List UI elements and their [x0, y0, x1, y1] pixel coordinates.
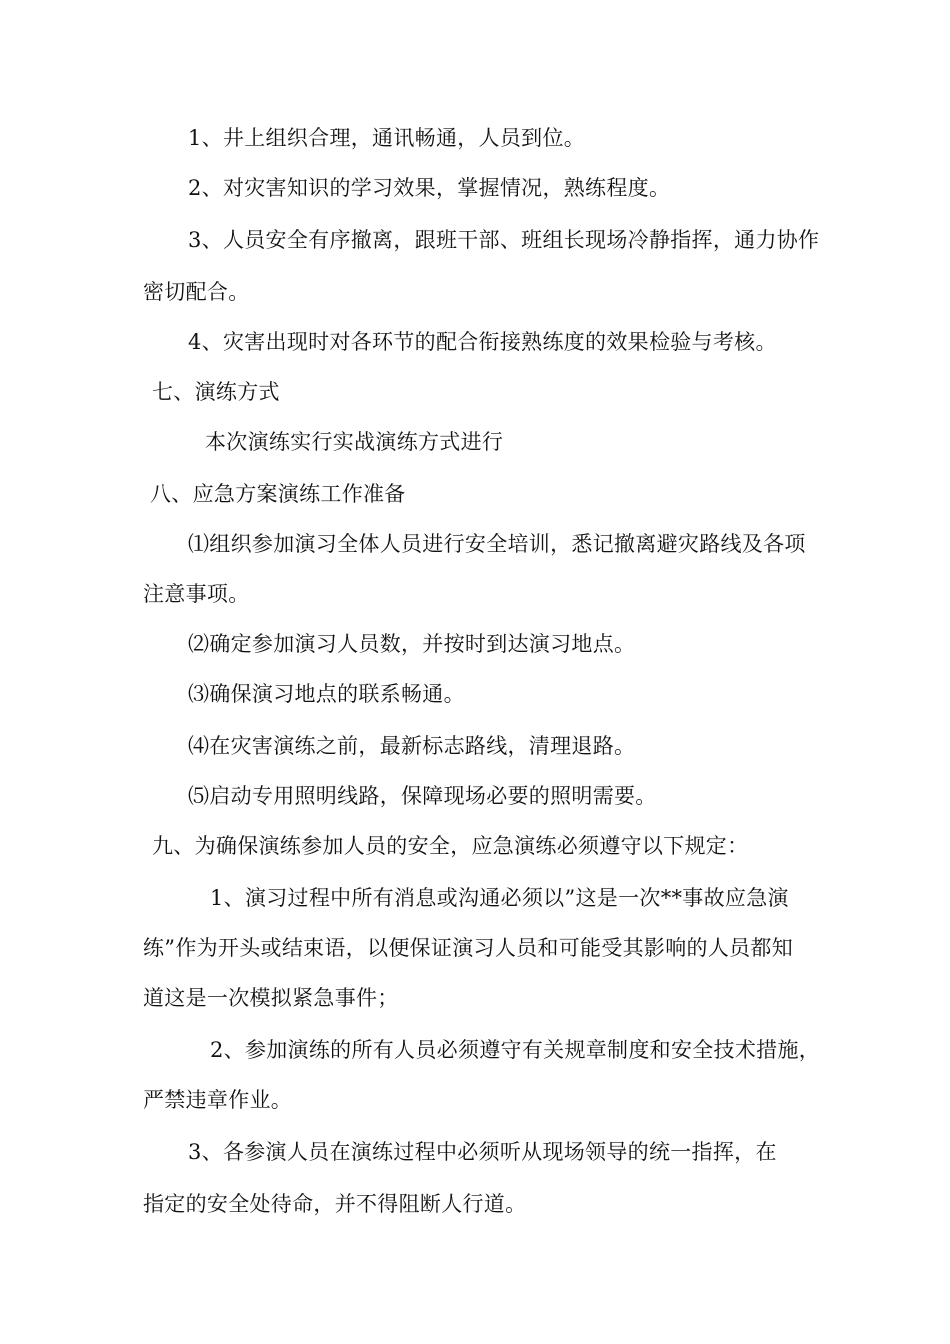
- text-line-17: 练”作为开头或结束语，以便保证演习人员和可能受其影响的人员都知: [143, 936, 794, 960]
- section-heading-8: 八、应急方案演练工作准备: [150, 482, 406, 506]
- text-line-7: 本次演练实行实战演练方式进行: [205, 430, 504, 454]
- text-line-3: 3、人员安全有序撤离，跟班干部、班组长现场冷静指挥，通力协作: [188, 228, 820, 252]
- text-line-2: 2、对灾害知识的学习效果，掌握情况，熟练程度。: [188, 176, 671, 200]
- text-line-16: 1、演习过程中所有消息或沟通必须以”这是一次**事故应急演: [210, 886, 789, 910]
- text-line-19: 2、参加演练的所有人员必须遵守有关规章制度和安全技术措施，: [210, 1038, 821, 1062]
- text-line-11: ⑵确定参加演习人员数，并按时到达演习地点。: [188, 632, 636, 656]
- text-line-14: ⑸启动专用照明线路，保障现场必要的照明需要。: [188, 784, 657, 808]
- section-heading-7: 七、演练方式: [152, 380, 280, 404]
- text-line-9: ⑴组织参加演习全体人员进行安全培训，悉记撤离避灾路线及各项: [188, 532, 806, 556]
- text-line-13: ⑷在灾害演练之前，最新标志路线，清理退路。: [188, 734, 636, 758]
- text-line-18: 道这是一次模拟紧急事件；: [143, 986, 399, 1010]
- text-line-5: 4、灾害出现时对各环节的配合衔接熟练度的效果检验与考核。: [188, 330, 777, 354]
- text-line-10: 注意事项。: [143, 582, 250, 606]
- text-line-21: 3、各参演人员在演练过程中必须听从现场领导的统一指挥，在: [188, 1140, 777, 1164]
- section-heading-9: 九、为确保演练参加人员的安全，应急演练必须遵守以下规定：: [152, 834, 749, 858]
- text-line-20: 严禁违章作业。: [143, 1088, 293, 1112]
- text-line-1: 1、井上组织合理，通讯畅通，人员到位。: [188, 126, 586, 150]
- text-line-4: 密切配合。: [143, 280, 250, 304]
- text-line-22: 指定的安全处待命，并不得阻断人行道。: [143, 1192, 527, 1216]
- text-line-12: ⑶确保演习地点的联系畅通。: [188, 682, 465, 706]
